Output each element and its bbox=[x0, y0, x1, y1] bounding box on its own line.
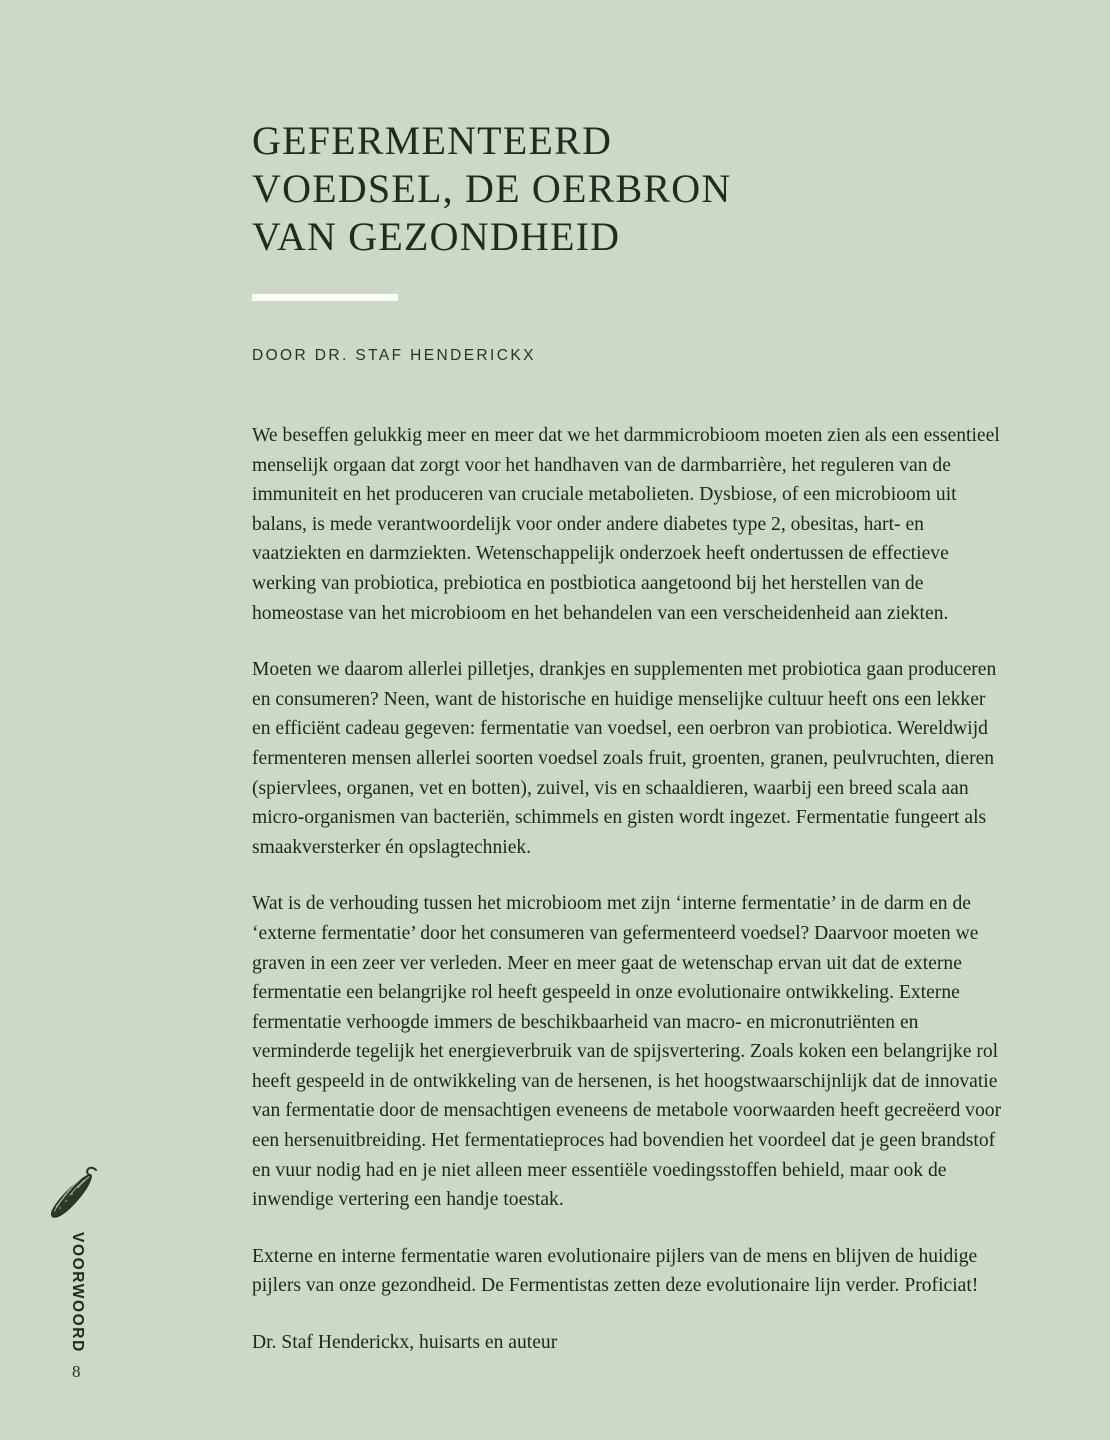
page-number: 8 bbox=[72, 1362, 81, 1381]
article-byline: DOOR DR. STAF HENDERICKX bbox=[252, 347, 536, 364]
section-label bbox=[60, 1232, 94, 1362]
body-paragraph: Moeten we daarom allerlei pilletjes, drankjes en supplementen met probiotica gaan produceren en consumeren? Neen, want de historische en huidige menselijke cultuur heeft ons een lekker en efficiënt cadeau gegeven: fermentatie van voedsel, een oerbron van probiotica. Wereldwijd fermenteren mensen allerlei soorten voedsel zoals fruit, groenten, granen, peulvruchten, dieren (spiervlees, organen, vet en botten), zuivel, vis en schaaldieren, waarbij een breed scala aan micro-organismen van bacteriën, schimmels en gisten wordt ingezet. Fermentatie fungeert als smaakversterker én opslagtechniek. bbox=[252, 659, 997, 858]
title-divider bbox=[252, 294, 398, 301]
article-content bbox=[252, 0, 1004, 1358]
left-margin-rail bbox=[0, 0, 250, 1440]
article-body bbox=[252, 421, 1004, 1358]
article-signature: Dr. Staf Henderickx, huisarts en auteur bbox=[252, 1332, 558, 1354]
body-paragraph: Wat is de verhouding tussen het microbioom met zijn ‘interne fermentatie’ in de darm en de ‘externe fermentatie’ door het consumeren van gefermenteerd voedsel? Daarvoor moeten we graven in een zeer ver verleden. Meer en meer gaat de wetenschap ervan uit dat de externe fermentatie een belangrijke rol heeft gespeeld in onze evolutionaire ontwikkeling. Externe fermentatie verhoogde immers de beschikbaarheid van macro- en micronutriënten en verminderde tegelijk het energieverbruik van de spijsvertering. Zoals koken een belangrijke rol heeft gespeeld in de ontwikkeling van de hersenen, is het hoogstwaarschijnlijk dat de innovatie van fermentatie door de mensachtigen eveneens de metabole voorwaarden heeft gecreëerd voor een hersenuitbreiding. Het fermentatieproces had bovendien het voordeel dat je geen brandstof en vuur nodig had en je niet alleen meer essentiële voedingsstoffen behield, maar ook de inwendige vertering een handje toestak. bbox=[252, 893, 1002, 1211]
chili-pepper-engraving-icon bbox=[48, 1163, 108, 1225]
section-label-text: VOORWOORD bbox=[69, 1232, 86, 1353]
body-paragraph: Externe en interne fermentatie waren evolutionaire pijlers van de mens en blijven de huidige pijlers van onze gezondheid. De Fermentistas zetten deze evolutionaire lijn verder. Proficiat! bbox=[252, 1245, 979, 1297]
page-title: GEFERMENTEERD VOEDSEL, DE OERBRON VAN GEZONDHEID bbox=[252, 118, 732, 259]
body-paragraph: We beseffen gelukkig meer en meer dat we het darmmicrobioom moeten zien als een essentieel menselijk orgaan dat zorgt voor het handhaven van de darmbarrière, het reguleren van de immuniteit en het produceren van cruciale metabolieten. Dysbiose, of een microbioom uit balans, is mede verantwoordelijk voor onder andere diabetes type 2, obesitas, hart- en vaatziekten en darmziekten. Wetenschappelijk onderzoek heeft ondertussen de effectieve werking van probiotica, prebiotica en postbiotica aangetoond bij het herstellen van de homeostase van het microbioom en het behandelen van een verscheidenheid aan ziekten. bbox=[252, 425, 1000, 624]
